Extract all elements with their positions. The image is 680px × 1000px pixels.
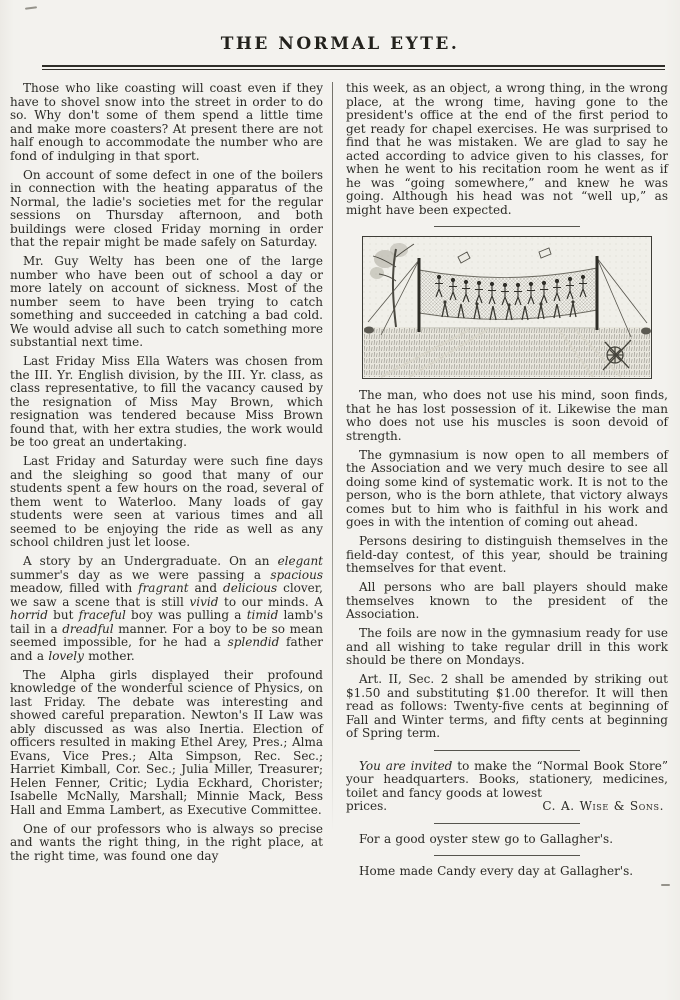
left-column <box>10 82 332 879</box>
ad-price-text: prices. <box>346 799 388 813</box>
illustration-drawing <box>363 237 651 378</box>
news-paragraph-foils: The foils are now in the gymnasium ready for use and all wishing to take regular drill in this work should be there on Mondays. <box>346 626 668 667</box>
right-column <box>333 82 670 879</box>
ad-home-made-candy: Home made Candy every day at Gallagher's. <box>359 864 634 878</box>
masthead-title: THE NORMAL EYTE. <box>220 34 460 54</box>
advertiser-signature: C. A. Wise & Sons. <box>542 799 664 813</box>
ad-body-text: You are invited to make the “Normal Book Store” your headquarters. Books, stationery, medicines, toilet and fancy goods at lowest <box>346 758 668 800</box>
news-paragraph-amendment: Art. II, Sec. 2 shall be amended by striking out $1.50 and substituting $1.00 therefor. It will then read as follows: Twenty-five cents at beginning of Fall and Winter terms, and fifty cents at beginning of Spring term. <box>346 672 668 740</box>
section-divider <box>434 750 580 751</box>
ad-oyster-stew: For a good oyster stew go to Gallagher's. <box>359 831 614 846</box>
ad-normal-book-store <box>346 760 668 814</box>
story-paragraph: A story by an Undergraduate. On an elegant summer's day as we were passing a spacious meadow, filled with fragrant and delicious clover, we saw a scene that is still vivid to our minds. A horrid but fraceful boy was pulling a timid lamb's tail in a dreadful manner. For a boy to be so mean seemed impossible, for he had a splendid father and a lovely mother. <box>10 554 324 663</box>
news-paragraph-alpha-girls: The Alpha girls displayed their profound knowledge of the wonderful science of Physics, on last Friday. The debate was interesting and showed careful preparation. Newton's II Law was ably discussed as was also Inertia. Election of officers resulted in making Ethel Arey, Pres.; Alma Evans, Vice Pres.; Alta Simpson, Rec. Sec.; Harriet Kimball, Cor. Sec.; Julia Miller, Treasurer; Helen Fenner, Critic; Lydia Eckhard, Chorister; Isabelle McNally, Marshall; Minnie Mack, Bess Hall and Emma Lambert, as Executive Committee. <box>10 667 323 817</box>
section-divider <box>434 855 580 856</box>
news-paragraph-gymnasium: The gymnasium is now open to all members of the Association and we very much desire to see all doing some kind of systematic work. It is not to the person, who is the born athlete, that victory always comes but to him who is faithful in his work and goes in with the intention of coming out ahead. <box>346 447 668 529</box>
news-paragraph-professor-continued: this week, as an object, a wrong thing, in the wrong place, at the wrong time, having gone to the president's office at the end of the first period to get ready for chapel exercises. He was surprised to find that he was mistaken. We are glad to say he acted according to advice given to his classes, for when he went to his recitation room he went as if he was “going somewhere,” and knew he was going. Although his head was not “well up,” as might have been expected. <box>346 81 668 217</box>
news-paragraph-ella-waters: Last Friday Miss Ella Waters was chosen from the III. Yr. English division, by the III. Yr. class, as class representative, to fill the vacancy caused by the resignation of Miss May Brown, which resignation was tendered because Miss Brown found that, with her extra studies, the work would be too great an undertaking. <box>10 354 323 449</box>
masthead <box>0 0 680 54</box>
news-paragraph-guy-welty: Mr. Guy Welty has been one of the large number who have been out of school a day or more lately on account of sickness. Most of the number seem to have been trying to catch something and succeeded in catching a bad cold. We would advise all such to catch something more substantial next time. <box>10 254 323 349</box>
ad-signature-line <box>346 800 668 814</box>
news-paragraph-coasting: Those who like coasting will coast even if they have to shovel snow into the street in order to do so. Why don't some of them spend a little time and make more coasters? At present there are not half enough to accommodate the number who are fond of indulging in that sport. <box>10 81 323 163</box>
news-paragraph-boilers: On account of some defect in one of the boilers in connection with the heating apparatus of the Normal, the ladie's societies met for the regular sessions on Thursday afternoon, and both buildings were closed Friday morning in order that the repair might be made safely on Saturday. <box>10 167 323 249</box>
news-paragraph-mind-muscles: The man, who does not use his mind, soon finds, that he has lost possession of it. Likewise the man who does not use his muscles is soon devoid of strength. <box>346 388 668 443</box>
section-divider <box>434 226 580 227</box>
news-paragraph-professor: One of our professors who is always so precise and wants the right thing, in the right place, at the right time, was found one day <box>10 821 323 863</box>
news-paragraph-ball-players: All persons who are ball players should make themselves known to the president of the Association. <box>346 580 668 621</box>
scan-artifact <box>661 884 670 886</box>
section-divider <box>434 823 580 824</box>
page-columns <box>0 70 680 879</box>
field-day-illustration <box>362 236 652 379</box>
news-paragraph-field-day: Persons desiring to distinguish themselves in the field-day contest, of this year, should be training themselves for that event. <box>346 534 668 575</box>
news-paragraph-sleighing: Last Friday and Saturday were such fine days and the sleighing so good that many of our students spent a few hours on the road, several of them went to Waterloo. Many loads of gay students were seen at various times and all seemed to be enjoying the ride as well as any school children just let loose. <box>10 454 323 549</box>
